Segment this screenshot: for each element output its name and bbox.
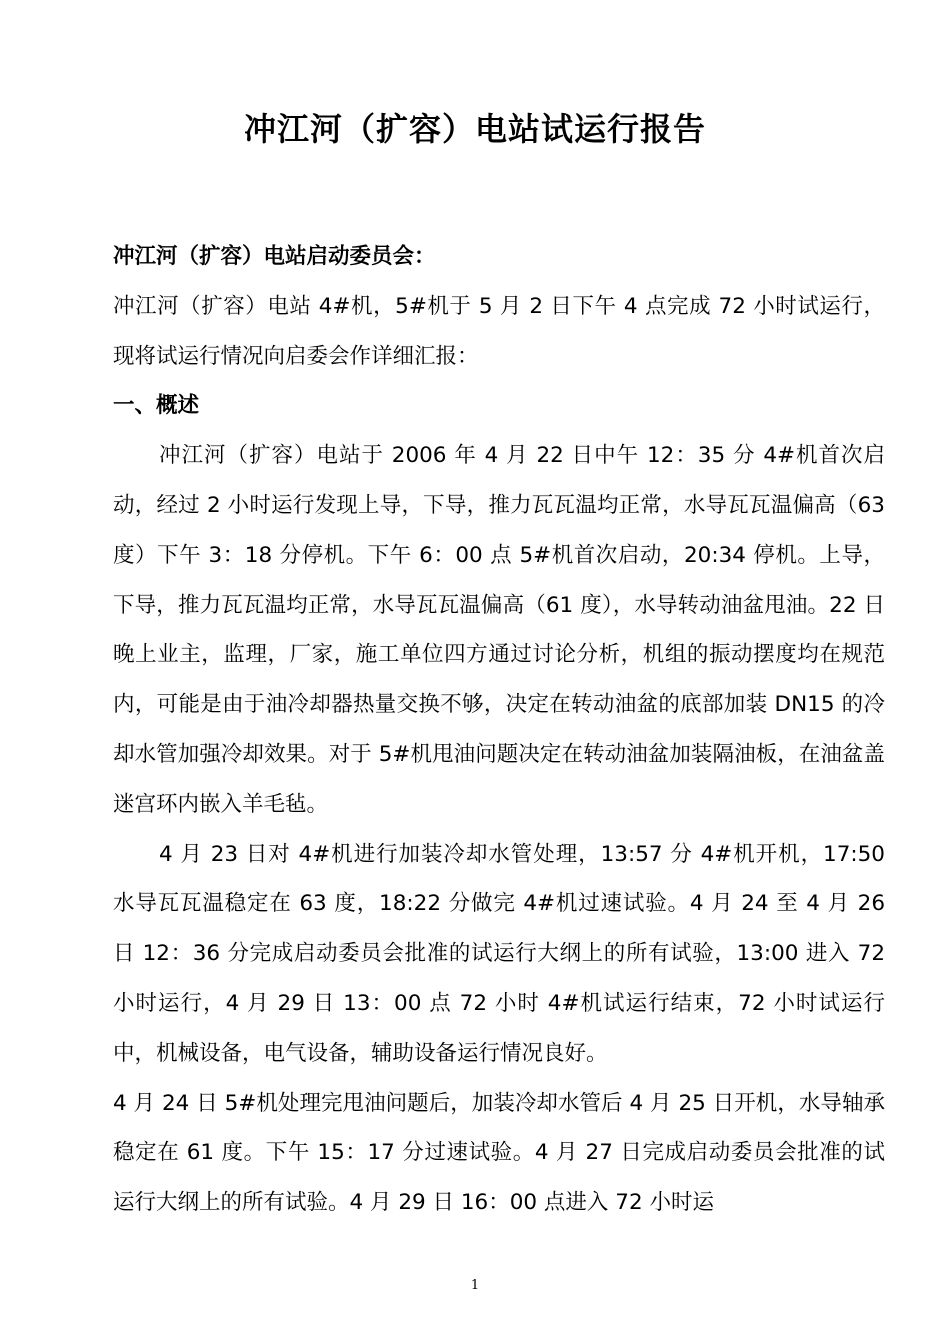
salutation: 冲江河（扩容）电站启动委员会： [113,244,436,269]
intro-paragraph: 冲江河（扩容）电站 4#机，5#机于 5 月 2 日下午 4 点完成 72 小时试运行，现将试运行情况向启委会作详细汇报： [113,293,885,369]
document-body [113,232,885,1228]
document-title: 冲江河（扩容）电站试运行报告 [243,110,706,149]
page-number: 1 [470,1278,480,1293]
section-heading-overview: 一、概述 [113,393,200,419]
body-paragraph-2: 4 月 23 日对 4#机进行加装冷却水管处理，13:57 分 4#机开机，17:50 水导瓦瓦温稳定在 63 度，18:22 分做完 4#机过速试验。4 月 24 至 4 月 26 日 12：36 分完成启动委员会批准的试运行大纲上的所有试验，13:00 进入 72 小时运行，4 月 29 日 13：00 点 72 小时 4#机试运行结束，72 小时试运行中，机械设备，电气设备，辅助设备运行情况良好。 [113,841,885,1066]
body-paragraph-3: 4 月 24 日 5#机处理完甩油问题后，加装冷却水管后 4 月 25 日开机，水导轴承稳定在 61 度。下午 15：17 分过速试验。4 月 27 日完成启动委员会批准的试运行大纲上的所有试验。4 月 29 日 16：00 点进入 72 小时运 [113,1090,885,1216]
body-paragraph-1: 冲江河（扩容）电站于 2006 年 4 月 22 日中午 12：35 分 4#机首次启动，经过 2 小时运行发现上导，下导，推力瓦瓦温均正常，水导瓦瓦温偏高（63 度）下午 3：18 分停机。下午 6：00 点 5#机首次启动，20:34 停机。上导，下导，推力瓦瓦温均正常，水导瓦瓦温偏高（61 度），水导转动油盆甩油。22 日晚上业主，监理，厂家，施工单位四方通过讨论分析，机组的振动摆度均在规范内，可能是由于油冷却器热量交换不够，决定在转动油盆的底部加装 DN15 的冷却水管加强冷却效果。对于 5#机甩油问题决定在转动油盆加装隔油板，在油盆盖迷宫环内嵌入羊毛毡。 [113,443,885,817]
